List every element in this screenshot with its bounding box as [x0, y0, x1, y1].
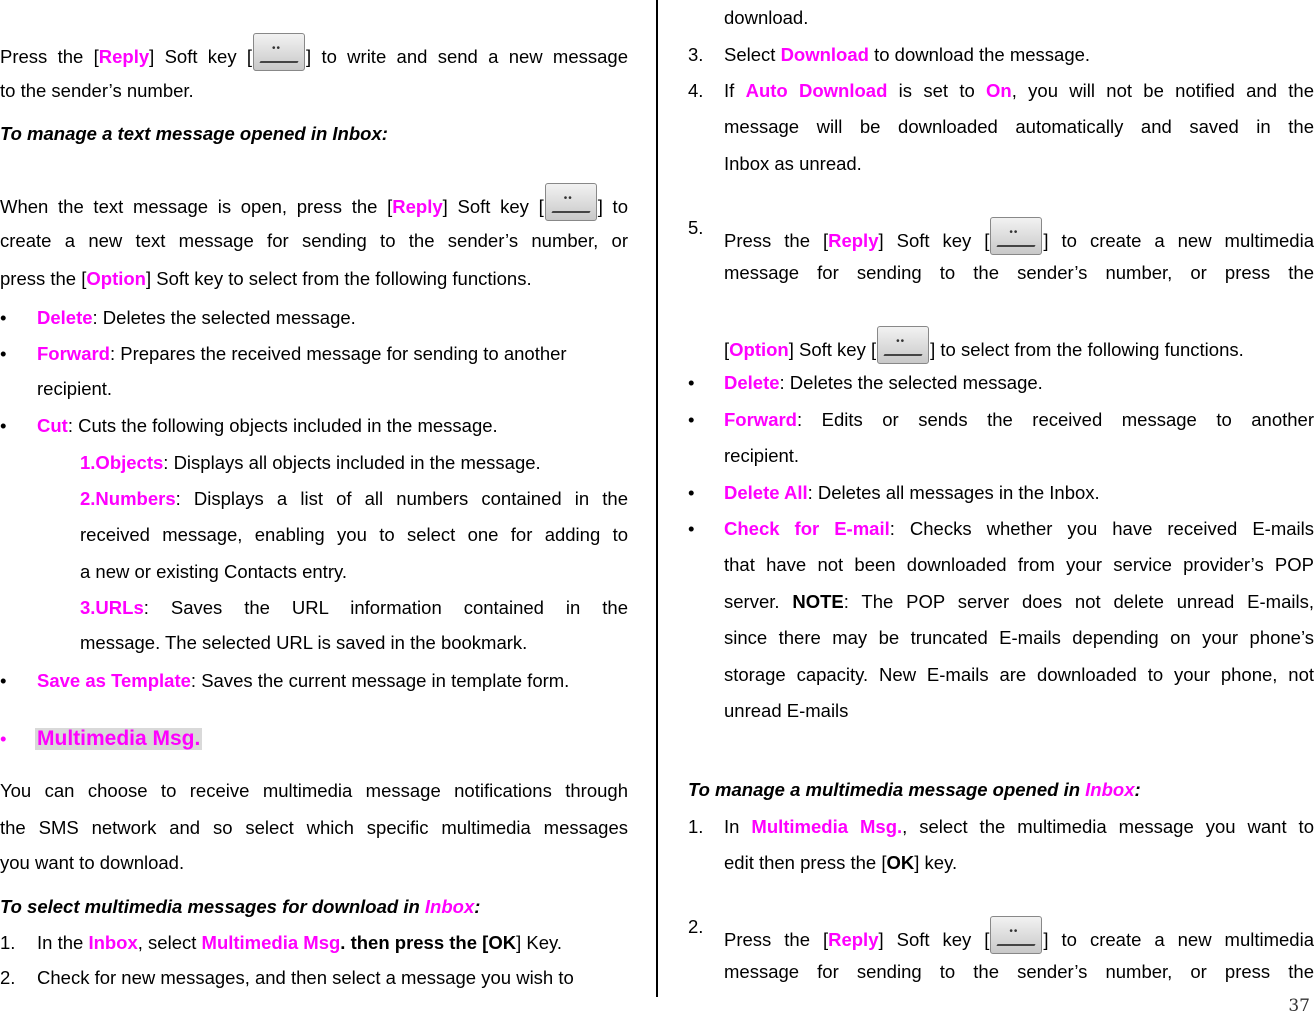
para-line: unread E-mails [724, 700, 849, 721]
step-item: 4. If Auto Download is set to On, you will not be notified and the [688, 80, 1314, 101]
column-divider [656, 0, 658, 997]
para-line: a new or existing Contacts entry. [80, 561, 348, 582]
para-line: to the sender’s number. [0, 80, 194, 101]
step-item: 2. Check for new messages, and then select a message you wish to [0, 967, 574, 988]
para-line: When the text message is open, press the [Reply] Soft key [•• ] to [0, 183, 628, 221]
para-line: message will be downloaded automatically and saved in the [724, 116, 1314, 137]
para-line: you want to download. [0, 852, 185, 873]
step-item: 1. In the Inbox, select Multimedia Msg. then press the [OK] Key. [0, 932, 563, 953]
para-line: recipient. [724, 445, 800, 466]
para-line: message. The selected URL is saved in the bookmark. [80, 632, 528, 653]
para-line: create a new text message for sending to the sender’s number, or [0, 230, 628, 251]
section-heading: To manage a multimedia message opened in Inbox: [688, 779, 1141, 800]
para-line: recipient. [37, 378, 113, 399]
section-heading: To select multimedia messages for download in Inbox: [0, 896, 481, 917]
para-line: message for sending to the sender’s number, or press the [724, 262, 1314, 283]
para-line: Inbox as unread. [724, 153, 862, 174]
para-line: [Option] Soft key [•• ] to select from the following functions. [724, 326, 1314, 364]
para-line: press the [Option] Soft key to select from the following functions. [0, 268, 532, 289]
para-line: message for sending to the sender’s number, or press the [724, 961, 1314, 982]
section-heading: To manage a text message opened in Inbox: [0, 123, 388, 144]
para-line: You can choose to receive multimedia message notifications through [0, 780, 628, 801]
softkey-icon [253, 33, 305, 71]
sub-item: 2.Numbers: Displays a list of all numbers contained in the [80, 488, 628, 509]
para-line: server. NOTE: The POP server does not delete unread E-mails, [724, 591, 1314, 612]
step-item: 2. Press the [Reply] Soft key [•• ] to create a new multimedia [688, 916, 1314, 938]
para-line: that have not been downloaded from your service provider’s POP [724, 554, 1314, 575]
softkey-icon [545, 183, 597, 221]
para-reply: Press the [Reply] Soft key [•• ] to write and send a new message [0, 33, 628, 71]
sub-item: 3.URLs: Saves the URL information contained in the [80, 597, 628, 618]
step-item: 5. Press the [Reply] Soft key [•• ] to create a new multimedia [688, 217, 1314, 239]
para-line: download. [724, 7, 809, 28]
sub-item: 1.Objects: Displays all objects included in the message. [80, 452, 541, 473]
para-line: edit then press the [OK] key. [724, 852, 958, 873]
para-line: storage capacity. New E-mails are downloaded to your phone, not [724, 664, 1314, 685]
page-number: 37 [1288, 996, 1310, 1016]
para-line: received message, enabling you to select one for adding to [80, 524, 628, 545]
softkey-icon [877, 326, 929, 364]
para-line: the SMS network and so select which specific multimedia messages [0, 817, 628, 838]
step-item: 1. In Multimedia Msg., select the multimedia message you want to [688, 816, 1314, 837]
para-line: since there may be truncated E-mails depending on your phone’s [724, 627, 1314, 648]
softkey-icon [990, 217, 1042, 255]
step-item: 3. Select Download to download the message. [688, 44, 1091, 65]
softkey-icon [990, 916, 1042, 954]
